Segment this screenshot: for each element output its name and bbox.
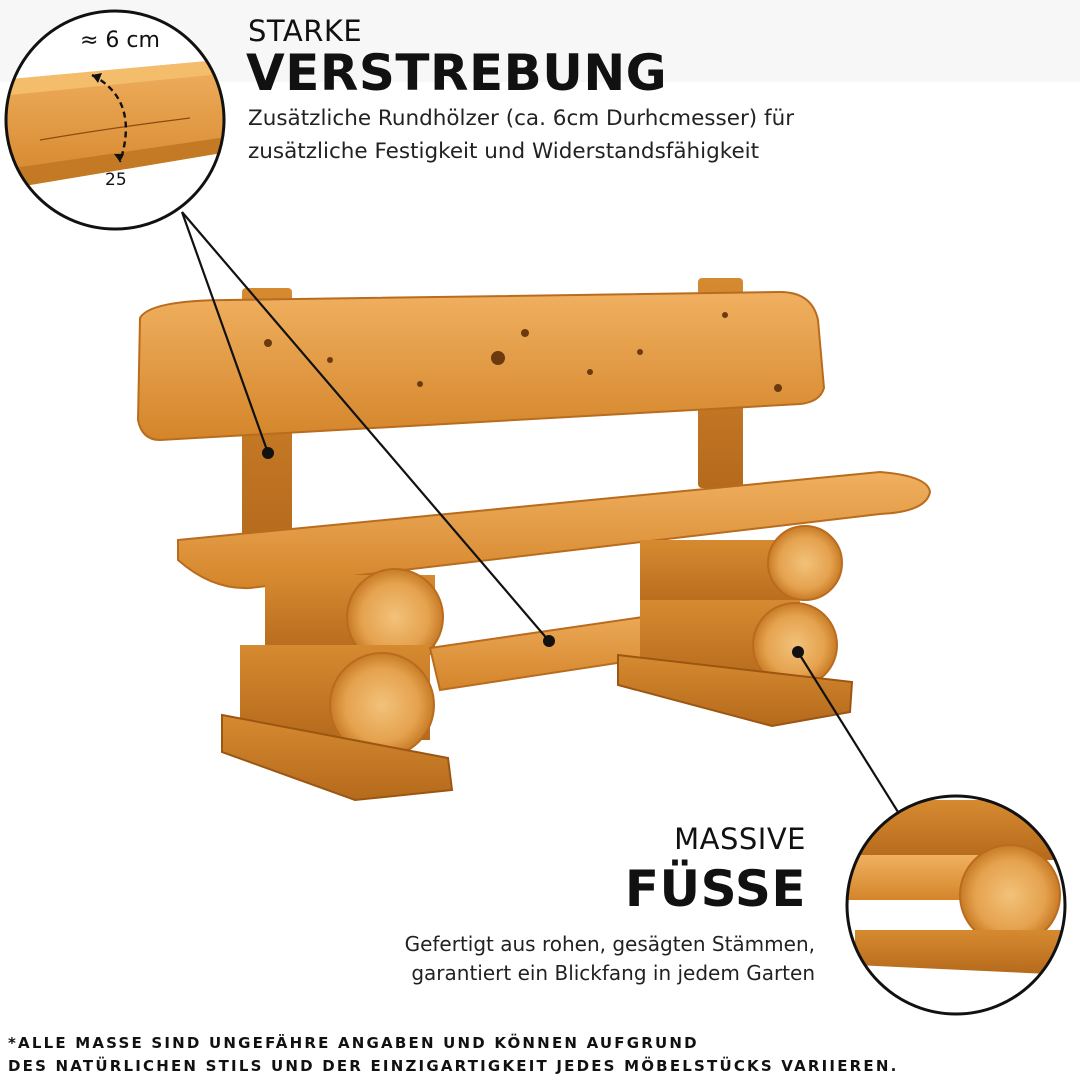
bottom-feature-description: [295, 930, 815, 988]
callout-dot-post: [262, 447, 274, 459]
callout-dot-brace: [543, 635, 555, 647]
bottom-feature-small-title: MASSIVE: [674, 822, 806, 856]
top-desc-line-1: Zusätzliche Rundhölzer (ca. 6cm Durhcmesser) für: [248, 106, 795, 131]
footnote-line-2: DES NATÜRLICHEN STILS UND DER EINZIGARTIGKEIT JEDES MÖBELSTÜCKS VARIIEREN.: [8, 1057, 899, 1075]
footnote-line-1: *ALLE MASSE SIND UNGEFÄHRE ANGABEN UND KÖNNEN AUFGRUND: [8, 1034, 699, 1052]
top-feature-big-title: VERSTREBUNG: [246, 44, 668, 102]
top-desc-line-2: zusätzliche Festigkeit und Widerstandsfähigkeit: [248, 139, 760, 164]
bottom-desc-line-1: Gefertigt aus rohen, gesägten Stämmen,: [404, 932, 815, 956]
callout-dot-log: [792, 646, 804, 658]
log-end-right-upper: [768, 526, 842, 600]
bottom-feature-big-title: FÜSSE: [624, 860, 806, 918]
footnote: [8, 1032, 1068, 1078]
top-feature-description: [248, 102, 968, 168]
detail-circle-bottom: [840, 796, 1080, 1014]
dimension-label: ≈ 6 cm: [80, 28, 160, 53]
bottom-desc-line-2: garantiert ein Blickfang in jedem Garten: [411, 961, 815, 985]
top-feature-small-title: STARKE: [248, 14, 363, 48]
dimension-small-label: 25: [105, 170, 127, 190]
